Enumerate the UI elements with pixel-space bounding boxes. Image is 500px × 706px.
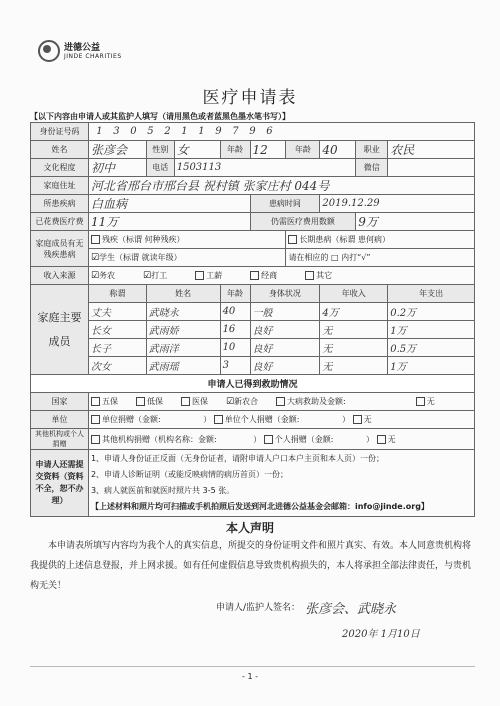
attachments-list — [88, 450, 474, 517]
help-unit-label: 单位 — [31, 411, 89, 429]
help-national-label: 国家 — [31, 393, 89, 411]
income-option-checkbox[interactable] — [195, 271, 204, 280]
national-help-label: 五保 — [101, 397, 118, 406]
chronic-text: 长期患病（标谓 患何病） — [299, 235, 390, 244]
unit-donation-text: 单位捐赠（金额: — [101, 415, 161, 424]
id-digit: 1 — [198, 126, 205, 137]
disabled-checkbox[interactable] — [91, 235, 100, 244]
member-expense[interactable]: 1万 — [388, 357, 475, 375]
page-divider — [30, 666, 475, 667]
member-age[interactable]: 40 — [220, 303, 250, 321]
national-help-checkbox[interactable] — [416, 397, 425, 406]
disease-field[interactable]: 白血病 — [88, 195, 250, 213]
chronic-option[interactable] — [286, 231, 475, 249]
fill-note: 【以下内容由申请人或其监护人填写（请用黑色或者蓝黑色墨水笔书写）】 — [30, 112, 290, 121]
age-label: 年龄 — [220, 141, 250, 159]
income-options — [88, 267, 474, 285]
logo-name: 进德公益 — [64, 42, 101, 53]
help-national-options — [88, 393, 474, 411]
signature[interactable]: 张彦会、武晓永 — [305, 602, 397, 617]
personal-donation-checkbox[interactable] — [264, 435, 273, 444]
unit-none-checkbox[interactable] — [353, 415, 362, 424]
member-rel[interactable]: 长子 — [88, 339, 146, 357]
member-age[interactable]: 10 — [220, 339, 250, 357]
logo-sub: JINDE CHARITIES — [64, 52, 122, 60]
col-name: 姓名 — [146, 285, 220, 303]
id-label: 身份证号码 — [31, 123, 89, 141]
income-option-label: 务农 — [99, 271, 116, 280]
table-row — [31, 303, 475, 321]
name-label: 姓名 — [31, 141, 89, 159]
student-option[interactable] — [88, 249, 285, 267]
education-label: 文化程度 — [31, 159, 89, 177]
member-health[interactable]: 良好 — [250, 357, 320, 375]
table-row — [31, 339, 475, 357]
name-field[interactable]: 张彦会 — [88, 141, 146, 159]
attachment-item: 【上述材料和照片均可扫描或手机拍照后发送到河北进德公益基金会邮箱：info@jinde.org】 — [90, 502, 429, 511]
income-option-checkbox[interactable]: ☑ — [143, 271, 152, 281]
table-row — [31, 357, 475, 375]
personal-donation-text: 个人捐赠（金额: — [274, 434, 334, 444]
age2-field[interactable]: 40 — [320, 141, 356, 159]
member-rel[interactable]: 次女 — [88, 357, 146, 375]
onset-field[interactable]: 2019.12.29 — [320, 195, 475, 213]
personal-donation-close: ） — [366, 434, 375, 444]
address-label: 家庭住址 — [31, 177, 89, 195]
member-name[interactable]: 武雨瑶 — [146, 357, 220, 375]
member-rel[interactable]: 丈夫 — [88, 303, 146, 321]
logo-icon — [38, 40, 60, 62]
col-expense: 年支出 — [388, 285, 475, 303]
member-rel[interactable]: 长女 — [88, 321, 146, 339]
attachment-item: 1、申请人身份证正反面（无身份证者，请附申请人户口本户主页和本人页）一份； — [90, 454, 385, 463]
national-help-checkbox[interactable] — [136, 397, 145, 406]
national-help-label: 大病救助及金额: — [287, 397, 346, 406]
chronic-checkbox[interactable] — [288, 235, 297, 244]
income-option-label: 工薪 — [206, 271, 223, 280]
id-digit: 1 — [96, 126, 103, 137]
member-name[interactable]: 武雨娇 — [146, 321, 220, 339]
id-digit: 0 — [130, 126, 137, 137]
unit-personal-close: ） — [342, 415, 351, 424]
national-help-label: 医保 — [191, 397, 208, 406]
other-none-checkbox[interactable] — [377, 435, 386, 444]
gender-field[interactable]: 女 — [174, 141, 220, 159]
id-digit: 5 — [147, 126, 154, 137]
id-digit: 6 — [266, 126, 273, 137]
member-income[interactable]: 无 — [320, 321, 388, 339]
member-health[interactable]: 一般 — [250, 303, 320, 321]
phone-field[interactable]: 1503113 — [174, 159, 356, 177]
id-digit: 1 — [181, 126, 188, 137]
age-field[interactable]: 12 — [250, 141, 286, 159]
family-main-label: 家庭主要成员 — [31, 285, 89, 375]
income-option-checkbox[interactable] — [305, 271, 314, 280]
page-number: - 1 - — [242, 672, 258, 681]
spent-field[interactable]: 11万 — [88, 213, 250, 231]
national-help-checkbox[interactable] — [91, 397, 100, 406]
member-income[interactable]: 无 — [320, 339, 388, 357]
org-donation-close: ） — [253, 434, 262, 444]
id-digit: 9 — [249, 126, 256, 137]
col-rel: 称谓 — [88, 285, 146, 303]
member-income[interactable]: 4万 — [320, 303, 388, 321]
id-field[interactable] — [88, 123, 474, 141]
national-help-checkbox[interactable]: ☑ — [225, 397, 235, 407]
help-section-title: 申请人已得到救助情况 — [31, 375, 475, 393]
national-help-checkbox[interactable] — [181, 397, 190, 406]
attachment-item: 2、申请人诊断证明（或能反映病情的病历首页）一份； — [90, 470, 289, 479]
member-name[interactable]: 武雨洋 — [146, 339, 220, 357]
col-age: 年龄 — [220, 285, 250, 303]
member-name[interactable]: 武晓永 — [146, 303, 220, 321]
national-help-label: 无 — [426, 397, 435, 406]
attachments-label: 申请人还需提交资料（资料不全，恕不办理） — [31, 450, 89, 517]
member-age[interactable]: 3 — [220, 357, 250, 375]
page-title: 医疗申请表 — [202, 88, 298, 108]
member-age[interactable]: 16 — [220, 321, 250, 339]
org-donation-checkbox[interactable] — [91, 435, 100, 444]
member-health[interactable]: 良好 — [250, 321, 320, 339]
member-expense[interactable]: 1万 — [388, 321, 475, 339]
member-expense[interactable]: 0.2万 — [388, 303, 475, 321]
signature-label: 申请人/监护人签名： — [216, 603, 301, 613]
phone-label: 电话 — [146, 159, 174, 177]
other-none-text: 无 — [387, 434, 396, 444]
age2-label: 年龄 — [286, 141, 320, 159]
table-row — [31, 321, 475, 339]
unit-personal-text: 单位个人捐赠（金额: — [224, 415, 300, 424]
unit-none-text: 无 — [363, 415, 372, 424]
application-form — [30, 122, 475, 517]
income-source-label: 收入来源 — [31, 267, 89, 285]
unit-donation-checkbox[interactable] — [91, 415, 100, 424]
needed-label: 仍需医疗费用数额 — [250, 213, 356, 231]
signature-date[interactable]: 2020年 1月10日 — [342, 629, 420, 640]
member-health[interactable]: 良好 — [250, 339, 320, 357]
national-help-checkbox[interactable] — [276, 397, 285, 406]
id-digit: 9 — [215, 126, 222, 137]
address-field[interactable]: 河北省邢台市邢台县 祝村镇 张家庄村 044号 — [88, 177, 474, 195]
needed-field[interactable]: 9万 — [356, 213, 475, 231]
wechat-field[interactable] — [388, 159, 475, 177]
unit-donation-close: ） — [203, 415, 212, 424]
logo — [38, 40, 122, 62]
id-digit: 7 — [232, 126, 239, 137]
wechat-label: 微信 — [356, 159, 388, 177]
disabled-option[interactable] — [88, 231, 285, 249]
col-health: 身体状况 — [250, 285, 320, 303]
member-expense[interactable]: 0.5万 — [388, 339, 475, 357]
education-field[interactable]: 初中 — [88, 159, 146, 177]
income-option-label: 其它 — [316, 271, 333, 280]
statement-text: 本申请表所填写内容均为我个人的真实信息，所提交的身份证明文件和照片真实、有效。本人同意贵机构将我提供的上述信息登报，并上网求援。如有任何虚假信息导致贵机构损失的，本人将承担全部法律责任，与贵机构无关！ — [30, 541, 472, 591]
unit-personal-checkbox[interactable] — [214, 415, 223, 424]
family-disabled-label: 家庭成员有无残疾患病 — [31, 231, 89, 267]
disabled-text: 残疾（标谓 何种残疾） — [101, 235, 185, 244]
attachment-item: 3、病人就医前和就医时照片共 3-5 张。 — [90, 486, 235, 495]
job-label: 职业 — [356, 141, 388, 159]
help-other-options — [88, 429, 474, 450]
national-help-label: 新农合 — [234, 397, 259, 406]
statement-title: 本人声明 — [225, 521, 274, 535]
income-option-label: 经商 — [261, 271, 278, 280]
help-other-label: 其他机构或个人捐赠 — [31, 429, 89, 450]
income-option-checkbox[interactable]: ☑ — [90, 271, 100, 281]
help-unit-options — [88, 411, 474, 429]
gender-label: 性别 — [146, 141, 174, 159]
org-donation-text: 其他机构捐赠（机构名称：金额: — [101, 434, 217, 444]
income-option-checkbox[interactable] — [250, 271, 259, 280]
spent-label: 已花费医疗费 — [31, 213, 89, 231]
id-digit: 3 — [113, 126, 120, 137]
student-text: 学生（标谓 就读年级） — [99, 253, 182, 262]
national-help-label: 低保 — [146, 397, 163, 406]
disease-label: 所患疾病 — [31, 195, 89, 213]
student-checkmark-icon[interactable]: ☑ — [90, 253, 100, 263]
col-income: 年收入 — [320, 285, 388, 303]
onset-label: 患病时间 — [250, 195, 320, 213]
tick-hint: 请在相应的 □ 内打“√” — [286, 249, 475, 267]
member-income[interactable]: 无 — [320, 357, 388, 375]
income-option-label: 打工 — [151, 271, 168, 280]
id-digit: 2 — [164, 126, 171, 137]
job-field[interactable]: 农民 — [388, 141, 475, 159]
